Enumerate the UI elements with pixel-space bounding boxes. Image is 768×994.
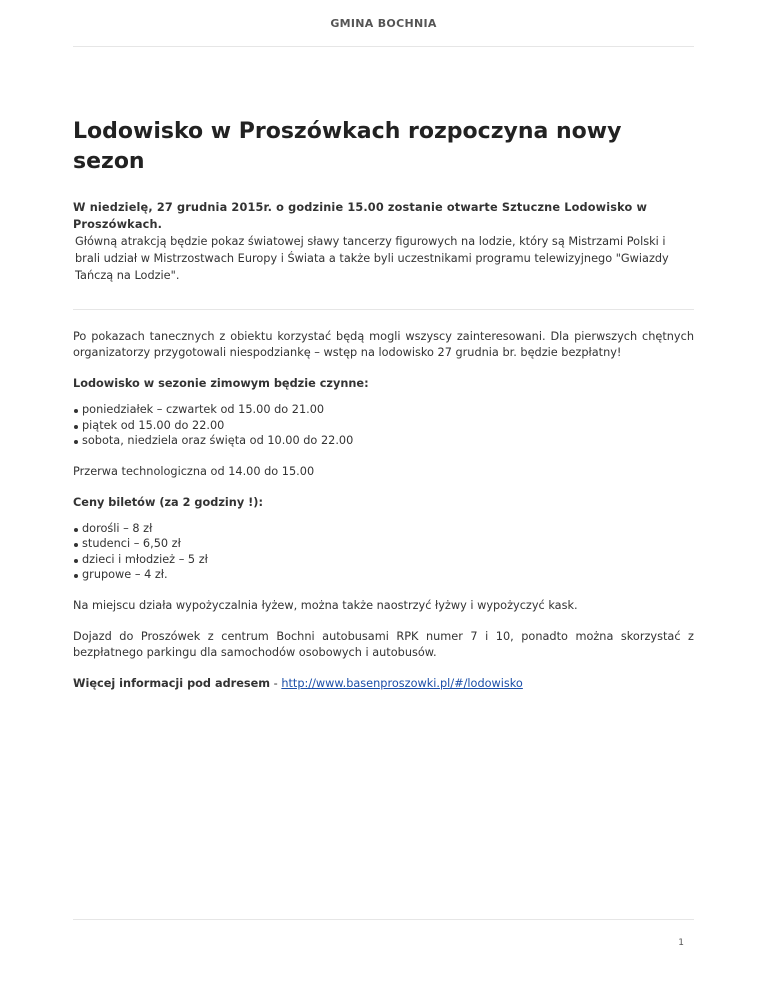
hours-list <box>73 402 694 449</box>
list-item: dorośli – 8 zł <box>73 521 694 537</box>
more-info-paragraph <box>73 676 694 692</box>
hours-heading: Lodowisko w sezonie zimowym będzie czynne: <box>73 377 369 390</box>
page-footer <box>73 919 694 948</box>
list-item: sobota, niedziela oraz święta od 10.00 do 22.00 <box>73 433 694 449</box>
intro-paragraph: Po pokazach tanecznych z obiektu korzystać będą mogli wszyscy zainteresowani. Dla pierwszych chętnych organizatorzy przygotowali niespodziankę – wstęp na lodowisko 27 grudnia br. będzie bezpłatny! <box>73 330 694 359</box>
transport-paragraph: Dojazd do Proszówek z centrum Bochni autobusami RPK numer 7 i 10, ponadto można skorzystać z bezpłatnego parkingu dla samochodów osobowych i autobusów. <box>73 629 694 659</box>
article <box>73 117 694 707</box>
page-header <box>73 0 694 47</box>
list-item: grupowe – 4 zł. <box>73 567 694 583</box>
article-body <box>73 329 694 692</box>
page-title: Lodowisko w Proszówkach rozpoczyna nowy sezon <box>73 119 622 174</box>
more-info-separator: - <box>270 676 282 690</box>
lead-bold-text: W niedzielę, 27 grudnia 2015r. o godzinie 15.00 zostanie otwarte Sztuczne Lodowisko w Proszówkach. <box>73 201 648 231</box>
prices-heading: Ceny biletów (za 2 godziny !): <box>73 495 263 509</box>
lead-text: Główną atrakcją będzie pokaz światowej sławy tancerzy figurowych na lodzie, który są Mistrzami Polski i brali udział w Mistrzostwach Europy i Świata a także byli uczestnikami programu telewizyjnego "Gwiazdy Tańczą na Lodzie". <box>75 235 669 282</box>
more-info-label: Więcej informacji pod adresem <box>73 676 271 690</box>
list-item: studenci – 6,50 zł <box>73 536 694 552</box>
article-lead <box>73 199 694 284</box>
more-info-link[interactable]: http://www.basenproszowki.pl/#/lodowisko <box>281 676 523 690</box>
list-item: piątek od 15.00 do 22.00 <box>73 418 694 434</box>
divider <box>73 309 694 310</box>
site-name: GMINA BOCHNIA <box>330 17 437 30</box>
break-paragraph: Przerwa technologiczna od 14.00 do 15.00 <box>73 464 315 478</box>
list-item: poniedziałek – czwartek od 15.00 do 21.00 <box>73 402 694 418</box>
rental-paragraph: Na miejscu działa wypożyczalnia łyżew, można także naostrzyć łyżwy i wypożyczyć kask. <box>73 598 578 612</box>
prices-list <box>73 521 694 583</box>
page-number: 1 <box>678 938 684 948</box>
list-item: dzieci i młodzież – 5 zł <box>73 552 694 568</box>
